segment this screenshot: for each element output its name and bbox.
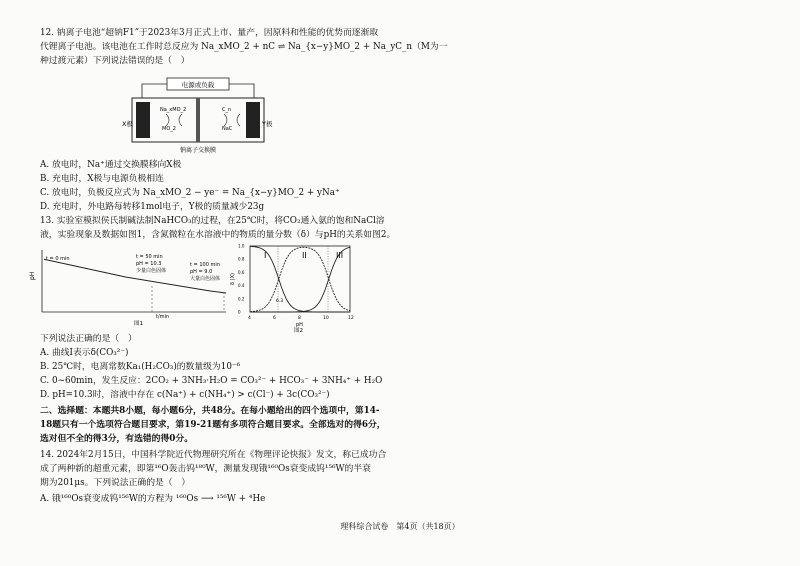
section2-line-2: 18题只有一个选项符合题目要求，第19-21题有多项符合题目要求。全部选对的得6分， <box>40 420 386 430</box>
right-chem-2: NaC <box>222 126 233 132</box>
left-chem-2: MO_2 <box>162 126 176 132</box>
fig2-ylabel: δ (X) <box>230 273 236 285</box>
fig2-xtick-label: 10 <box>323 316 329 321</box>
q13-intro: 下列说法正确的是（ ） <box>40 334 137 344</box>
fig1-ann2-l3: 大量白色固体 <box>190 276 221 282</box>
figure-1-chart <box>30 246 230 326</box>
fig2-ytick-label: 0.6 <box>238 269 245 275</box>
fig1-ylabel: pH <box>29 271 36 280</box>
fig1-xlabel: t/min <box>156 314 170 320</box>
fig1-ann1-l3: 少量白色固体 <box>136 268 167 274</box>
fig1-ann1-l1: t = 50 min <box>136 254 163 260</box>
right-electrode-label: Y极 <box>262 120 273 128</box>
q13-line-1: 13. 实验室模拟侯氏制碱法制NaHCO₃的过程，在25℃时，将CO₂通入氨的饱和NaCl溶 <box>40 216 385 226</box>
fig1-ann-0: t = 0 min <box>46 256 70 262</box>
q13-line-2: 液，实验现象及数据如图1，含氮微粒在水溶液中的物质的量分数（δ）与pH的关系如图2。 <box>40 230 396 240</box>
q12-option-b: B. 充电时，X极与电源负极相连 <box>40 174 164 184</box>
q12-option-d: D. 充电时，外电路每转移1mol电子，Y极的质量减少23g <box>40 202 265 212</box>
q12-option-c: C. 放电时，负极反应式为 Na_xMO_2 − ye⁻ = Na_{x−y}MO_2 + yNa⁺ <box>40 188 340 198</box>
q14-line-1: 14. 2024年2月15日，中国科学院近代物理研究所在《物理评论快报》发文，称已成功合 <box>40 450 387 460</box>
fig2-region-3: III <box>336 251 344 260</box>
q12-line-3: 种过渡元素）下列说法错误的是（ ） <box>40 56 190 66</box>
left-chem-1: Na_xMO_2 <box>160 107 187 113</box>
fig2-ytick-label: 0.4 <box>238 283 245 289</box>
figure-2-chart <box>228 240 356 332</box>
page-footer: 理科综合试卷 第4页（共18页） <box>340 522 460 531</box>
fig2-region-1: I <box>264 251 267 260</box>
fig1-ann2-l2: pH = 9.0 <box>190 269 213 275</box>
q13-option-a: A. 曲线Ⅰ表示δ(CO₃²⁻) <box>40 348 129 358</box>
q14-line-3: 期为201μs。下列说法正确的是（ ） <box>40 478 191 488</box>
q13-option-d: D. pH=10.3时，溶液中存在 c(Na⁺) + c(NH₄⁺) > c(Cl⁻) + 3c(CO₃²⁻) <box>40 390 330 400</box>
fig2-ytick-label: 0.2 <box>238 296 245 302</box>
fig2-ytick-label: 0 <box>238 309 241 315</box>
fig2-xtick-label: 4 <box>248 316 251 321</box>
q13-option-b: B. 25℃时，电离常数Ka₁(H₂CO₃)的数量级为10⁻⁶ <box>40 362 241 372</box>
left-electrode-label: X极 <box>122 120 133 128</box>
fig2-ytick-label: 1.0 <box>238 243 245 249</box>
q12-option-a: A. 放电时，Na⁺通过交换膜移向X极 <box>40 160 182 170</box>
fig2-ytick-label: 0.8 <box>238 256 245 262</box>
q14-option-a: A. 锇¹⁶⁰Os衰变成钨¹⁵⁶W的方程为 ¹⁶⁰Os ⟶ ¹⁵⁶W + ⁴He <box>40 494 266 504</box>
fig2-caption: 图2 <box>294 328 303 334</box>
fig2-region-2: II <box>302 251 307 260</box>
fig2-xlabel: pH <box>296 322 303 328</box>
fig2-xtick-label: 12 <box>348 316 354 321</box>
q13-option-c: C. 0~60min，发生反应：2CO₂ + 3NH₃·H₂O = CO₃²⁻ + HCO₃⁻ + 3NH₄⁺ + H₂O <box>40 376 383 386</box>
membrane-label: 钠离子交换膜 <box>179 147 217 154</box>
fig2-xtick-label: 6 <box>273 316 276 321</box>
fig1-ann2-l1: t = 100 min <box>190 262 220 268</box>
battery-diagram <box>122 76 272 156</box>
section2-line-1: 二、选择题：本题共8小题，每小题6分，共48分。在每小题给出的四个选项中，第14- <box>40 406 380 416</box>
fig1-caption: 图1 <box>134 321 143 327</box>
diagram-top-label: 电源或负载 <box>181 81 215 89</box>
fig1-ann1-l2: pH = 10.3 <box>136 261 162 267</box>
q14-line-2: 成了两种新的超重元素，即第¹⁶O轰击钨¹⁸⁰W，测量发现锇¹⁶⁰Os衰变成钨¹⁵⁶W的半衰 <box>40 464 371 474</box>
fig2-xtick-label: 8 <box>298 316 301 321</box>
q12-line-2: 代锂离子电池。该电池在工作时总反应为 Na_xMO_2 + nC ⇌ Na_{x−y}MO_2 + Na_yC_n（M为一 <box>40 42 448 52</box>
fig2-marker: 6.3 <box>276 299 284 304</box>
section2-line-3: 选对但不全的得3分，有选错的得0分。 <box>40 434 193 444</box>
right-chem-1: C_n <box>222 107 232 113</box>
q12-line-1: 12. 钠离子电池“超钠F1”于2023年3月正式上市、量产，因原料和性能的优势而逐渐取 <box>40 28 379 38</box>
